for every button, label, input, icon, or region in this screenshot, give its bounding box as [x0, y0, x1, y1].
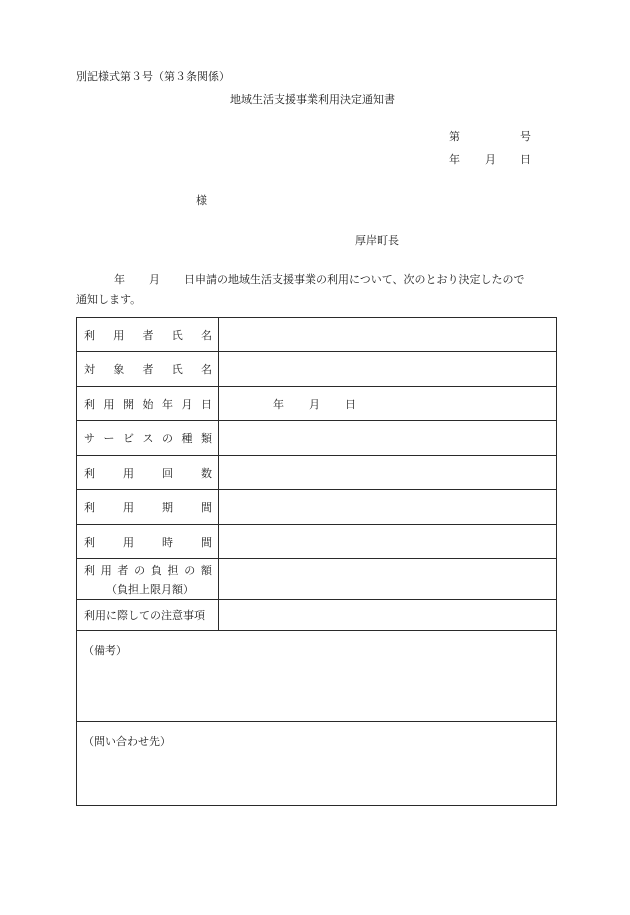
issue-date-year: 年 — [449, 153, 460, 166]
table-row-usage-time — [77, 525, 556, 559]
row-label-text — [84, 430, 212, 446]
label-char: 利 — [84, 563, 95, 577]
label-char: 種 — [181, 432, 193, 445]
target-name-value — [219, 352, 556, 386]
start-date-year: 年 — [273, 397, 284, 411]
row-label — [77, 456, 219, 489]
label-char: の — [162, 432, 173, 445]
label-char: 開 — [123, 397, 134, 411]
row-label — [77, 559, 219, 599]
start-date-month: 月 — [309, 397, 320, 411]
label-char: の — [184, 563, 196, 577]
label-char: 時 — [162, 535, 173, 549]
label-char: 名 — [201, 363, 212, 376]
label-char: 用 — [100, 563, 112, 577]
label-char: 数 — [201, 466, 212, 480]
label-char: 間 — [201, 501, 212, 514]
label-char: ー — [103, 432, 115, 445]
row-label-subtext: （負担上限月額） — [106, 582, 194, 596]
label-char: 者 — [117, 563, 129, 577]
table-row-usage-count — [77, 456, 556, 490]
table-row-user-burden — [77, 559, 556, 600]
label-char: 用 — [123, 501, 134, 514]
row-label-text: 利用に際しての注意事項 — [84, 609, 205, 622]
label-char: 利 — [84, 501, 95, 514]
table-row-usage-period — [77, 490, 556, 525]
label-char: 用 — [113, 328, 125, 342]
label-char: 負 — [150, 563, 162, 577]
table-row-service-type — [77, 421, 556, 456]
remarks-box — [77, 631, 556, 722]
label-char: 担 — [167, 563, 179, 577]
label-char: 期 — [162, 501, 173, 514]
label-char: ス — [142, 432, 154, 445]
document-number-suffix: 号 — [520, 130, 531, 143]
label-char: 回 — [162, 466, 173, 480]
table-row-user-name — [77, 318, 556, 352]
label-char: 利 — [84, 397, 95, 411]
row-label — [77, 318, 219, 351]
label-char: 者 — [142, 328, 154, 342]
label-char: ビ — [123, 432, 134, 445]
table-row-notes — [77, 600, 556, 631]
body-text-line-1 — [76, 271, 525, 287]
body-text-line-2: 通知します。 — [76, 293, 142, 306]
label-char: 日 — [201, 397, 212, 411]
row-label — [77, 525, 219, 558]
label-char: 氏 — [171, 363, 183, 376]
row-label — [77, 421, 219, 455]
row-label-text — [84, 361, 212, 377]
label-char: 名 — [201, 328, 212, 342]
row-label-text — [84, 534, 212, 550]
row-label — [77, 490, 219, 524]
row-label — [77, 600, 219, 630]
document-title: 地域生活支援事業利用決定通知書 — [230, 93, 395, 106]
row-label-text — [84, 499, 212, 515]
label-char: 者 — [142, 363, 154, 376]
label-char: 類 — [201, 432, 212, 445]
label-char: 利 — [84, 466, 95, 480]
label-char: の — [134, 563, 146, 577]
start-date-day: 日 — [345, 397, 356, 411]
usage-time-value — [219, 525, 556, 558]
issuer-name: 厚岸町長 — [355, 234, 399, 247]
start-date-value — [219, 387, 556, 420]
label-char: 額 — [200, 563, 212, 577]
body-year: 年 — [114, 273, 125, 286]
contact-label: （問い合わせ先） — [83, 735, 171, 748]
row-label-text — [84, 465, 212, 481]
label-char: 象 — [113, 363, 125, 376]
row-label-text — [84, 562, 212, 578]
label-char: 利 — [84, 535, 95, 549]
table-row-start-date — [77, 387, 556, 421]
user-burden-value — [219, 559, 556, 599]
row-label — [77, 387, 219, 420]
body-month: 月 — [149, 273, 160, 286]
document-number-prefix: 第 — [449, 130, 460, 143]
label-char: 用 — [123, 466, 134, 480]
remarks-label: （備考） — [83, 644, 127, 657]
table-row-target-name — [77, 352, 556, 387]
label-char: 用 — [103, 397, 115, 411]
label-char: 月 — [181, 397, 193, 411]
usage-period-value — [219, 490, 556, 524]
issue-date-day: 日 — [520, 153, 531, 166]
label-char: 始 — [142, 397, 154, 411]
notes-value — [219, 600, 556, 630]
label-char: 用 — [123, 535, 134, 549]
body-main-text: 日申請の地域生活支援事業の利用について、次のとおり決定したので — [184, 273, 525, 286]
user-name-value — [219, 318, 556, 351]
service-type-value — [219, 421, 556, 455]
decision-detail-table — [76, 317, 557, 806]
label-char: 利 — [84, 328, 95, 342]
label-char: 氏 — [171, 328, 183, 342]
label-char: 間 — [201, 535, 212, 549]
contact-box — [77, 722, 556, 807]
row-label-text — [84, 396, 212, 412]
form-reference: 別記様式第３号（第３条関係） — [76, 70, 230, 83]
row-label-text — [84, 327, 212, 343]
row-label — [77, 352, 219, 386]
label-char: 年 — [162, 397, 173, 411]
usage-count-value — [219, 456, 556, 489]
label-char: サ — [84, 432, 95, 445]
label-char: 対 — [84, 363, 95, 376]
recipient-honorific: 様 — [196, 194, 207, 207]
issue-date-month: 月 — [485, 153, 496, 166]
